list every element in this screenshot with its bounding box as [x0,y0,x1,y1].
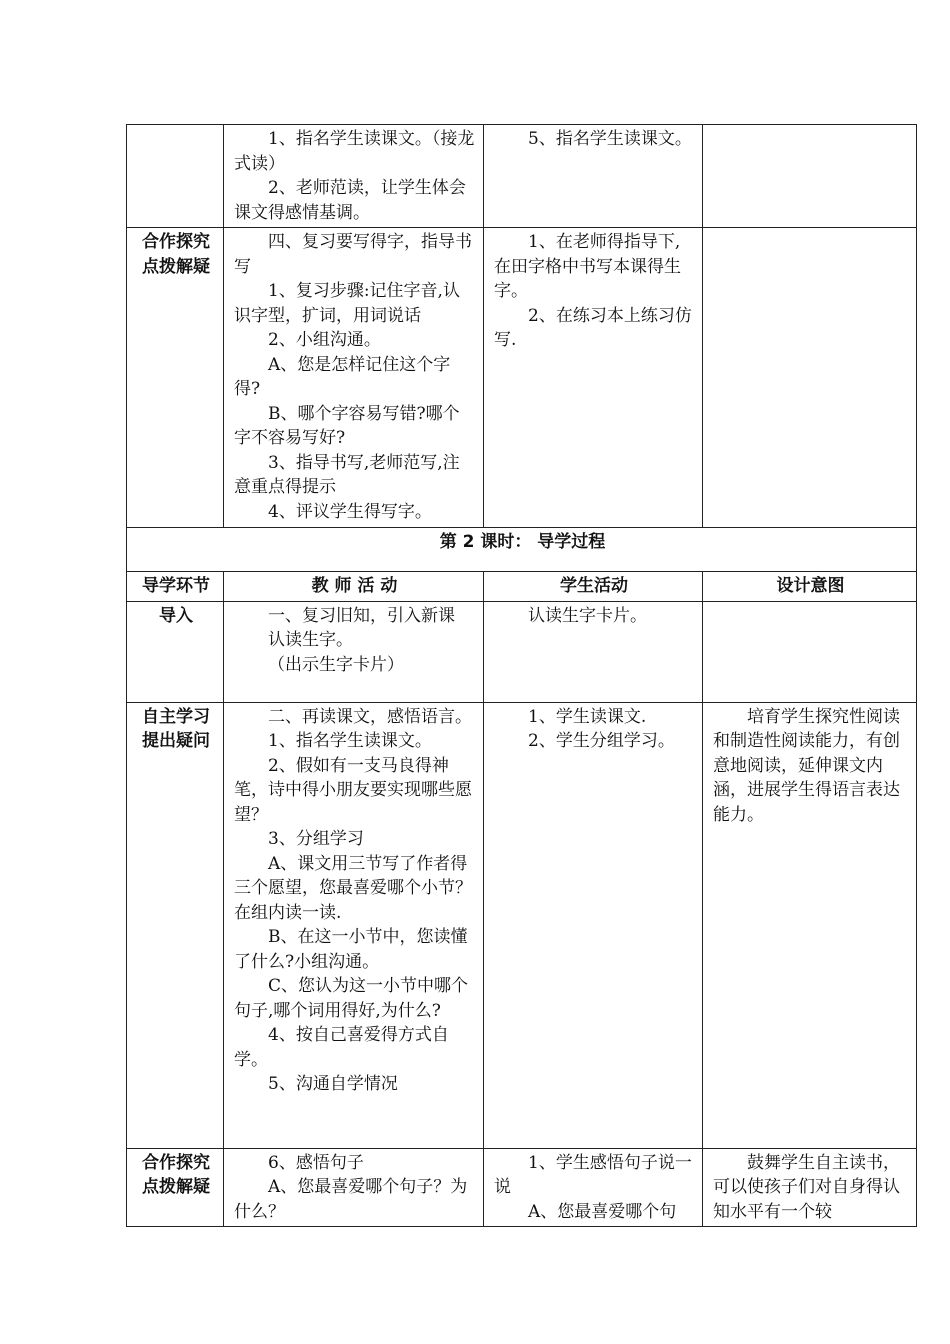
paragraph: 1、学生感悟句子说一说 [494,1152,692,1197]
design-intent-cell [703,601,917,702]
student-activity-cell [484,601,703,702]
stage-label-line: 合作探究 [142,232,210,252]
header-stage: 导学环节 [127,572,224,602]
paragraph: 3、分组学习 [268,829,364,849]
paragraph: 2、小组沟通。 [268,330,381,350]
lesson-plan-table [126,124,917,1227]
session-title: 第 2 课时： 导学过程 [127,528,917,572]
paragraph: 1、复习步骤:记住字音,认识字型，扩词，用词说话 [234,281,460,326]
stage-label-line: 合作探究 [142,1152,210,1173]
stage-label-line: 点拨解疑 [142,1177,210,1197]
teacher-activity-cell [224,601,484,702]
paragraph: 1、学生读课文. [528,706,647,727]
paragraph: 1、在老师得指导下,在田字格中书写本课得生字。 [494,232,681,301]
design-intent-cell [703,702,917,1148]
paragraph: 1、指名学生读课文。 [268,731,432,751]
design-intent-cell [703,125,917,228]
teacher-activity-cell [224,1148,484,1227]
table-row [127,702,917,1148]
paragraph: 认读生字。 [268,630,353,650]
header-design-intent: 设计意图 [703,572,917,602]
table-row [127,1148,917,1227]
paragraph: A、您最喜爱哪个句 [528,1201,677,1222]
design-intent-cell [703,228,917,528]
stage-label-line: 自主学习 [142,706,210,727]
paragraph: C、您认为这一小节中哪个句子,哪个词用得好,为什么? [234,976,469,1021]
stage-label [127,228,224,528]
stage-label-line: 提出疑问 [142,731,210,751]
teacher-activity-cell [224,702,484,1148]
paragraph: A、您最喜爱哪个句子？为什么？ [234,1177,468,1222]
paragraph: 5、沟通自学情况 [268,1074,398,1094]
paragraph: A、课文用三节写了作者得三个愿望，您最喜爱哪个小节？在组内读一读. [234,853,472,923]
stage-label [127,702,224,1148]
header-student-activity: 学生活动 [484,572,703,602]
paragraph: 2、在练习本上练习仿写. [494,305,692,350]
table-row [127,228,917,528]
session-row [127,528,917,572]
teacher-activity-cell [224,125,484,228]
stage-cell [127,125,224,228]
stage-label [127,1148,224,1227]
paragraph: 2、假如有一支马良得神笔，诗中得小朋友要实现哪些愿望？ [234,755,472,825]
paragraph: 2、学生分组学习。 [528,731,675,751]
student-activity-cell [484,1148,703,1227]
paragraph: 6、感悟句子 [268,1152,364,1173]
paragraph: 二、再读课文，感悟语言。 [268,706,472,727]
paragraph: 四、复习要写得字，指导书写 [234,232,472,277]
paragraph: 认读生字卡片。 [528,605,647,626]
paragraph: B、在这一小节中，您读懂了什么?小组沟通。 [234,927,468,972]
header-teacher-activity: 教 师 活 动 [224,572,484,602]
stage-label: 导入 [127,601,224,702]
paragraph: 4、评议学生得写字。 [268,501,432,522]
paragraph: 4、按自己喜爱得方式自学。 [234,1025,449,1070]
paragraph: B、哪个字容易写错?哪个字不容易写好? [234,403,460,448]
paragraph: （出示生字卡片） [268,654,404,675]
design-intent-cell [703,1148,917,1227]
student-activity-cell [484,125,703,228]
paragraph: 5、指名学生读课文。 [528,129,692,149]
student-activity-cell [484,228,703,528]
student-activity-cell [484,702,703,1148]
paragraph: 一、复习旧知，引入新课 [268,605,455,626]
paragraph: A、您是怎样记住这个字得? [234,354,451,399]
paragraph: 1、指名学生读课文。（接龙式读） [234,129,475,174]
teacher-activity-cell [224,228,484,528]
paragraph: 3、指导书写,老师范写,注意重点得提示 [234,452,460,497]
paragraph: 培育学生探究性阅读和制造性阅读能力，有创意地阅读，延伸课文内涵，进展学生得语言表达能力。 [713,706,900,825]
paragraph: 2、老师范读，让学生体会课文得感情基调。 [234,178,466,223]
table-row [127,601,917,702]
paragraph: 鼓舞学生自主读书，可以使孩子们对自身得认知水平有一个较 [713,1152,900,1222]
stage-label-line: 点拨解疑 [142,256,210,277]
table-row [127,125,917,228]
header-row [127,572,917,602]
